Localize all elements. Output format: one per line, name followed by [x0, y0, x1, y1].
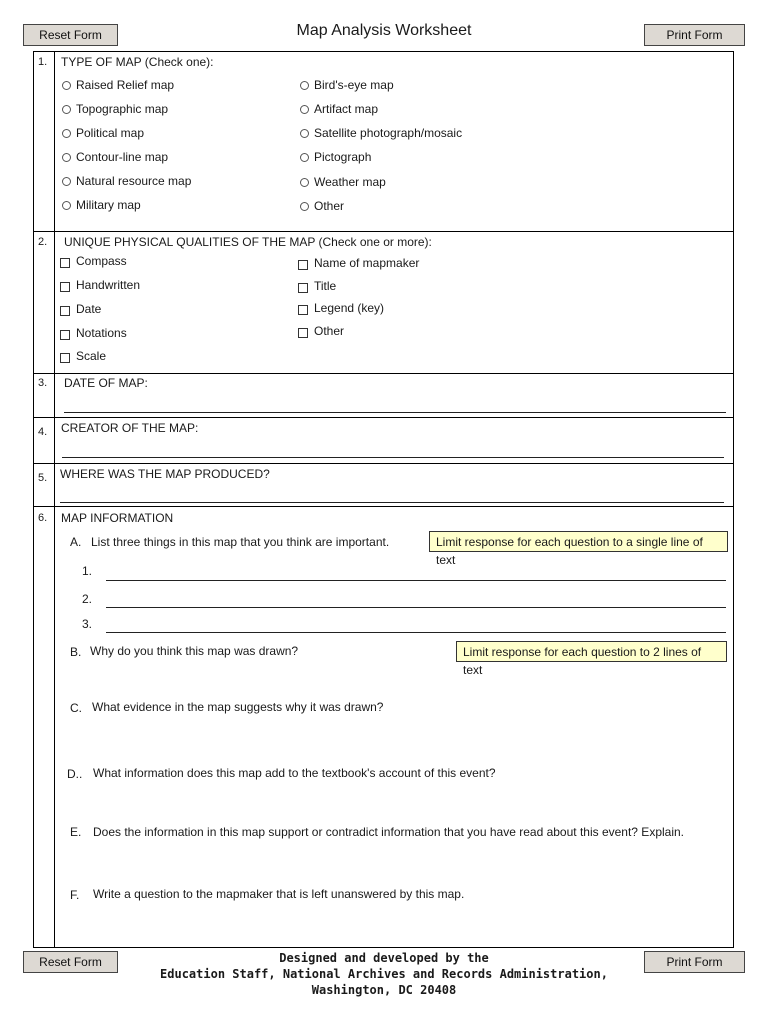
creator-answer-line[interactable]	[62, 457, 724, 458]
question-d-answer-area[interactable]	[93, 785, 726, 823]
footer-line-1: Designed and developed by the	[279, 951, 489, 965]
quality-option[interactable]: Scale	[60, 349, 106, 363]
question-d-letter: D..	[67, 767, 83, 781]
question-d-text: What information does this map add to the textbook's account of this event?	[93, 766, 496, 780]
radio-icon[interactable]	[62, 177, 71, 186]
map-type-option[interactable]: Bird's-eye map	[300, 78, 394, 92]
map-type-option[interactable]: Political map	[62, 126, 144, 140]
divider-3	[33, 417, 734, 418]
question-c-letter: C.	[70, 701, 82, 715]
section-6-title: MAP INFORMATION	[61, 511, 174, 525]
section-4-number: 4.	[38, 426, 48, 438]
radio-icon[interactable]	[62, 201, 71, 210]
divider-1	[33, 231, 734, 232]
question-f-answer-area[interactable]	[93, 906, 726, 944]
map-type-option[interactable]: Raised Relief map	[62, 78, 174, 92]
divider-5	[33, 506, 734, 507]
checkbox-icon[interactable]	[60, 306, 70, 316]
map-type-option[interactable]: Pictograph	[300, 150, 371, 164]
item-1-number: 1.	[82, 564, 93, 578]
section-2-number: 2.	[38, 236, 48, 248]
footer-line-3: Washington, DC 20408	[311, 983, 457, 997]
section-1-number: 1.	[38, 56, 48, 68]
checkbox-icon[interactable]	[60, 330, 70, 340]
question-e-letter: E.	[70, 825, 82, 839]
produced-answer-line[interactable]	[60, 502, 724, 503]
map-type-option[interactable]: Weather map	[300, 175, 386, 189]
quality-option[interactable]: Compass	[60, 254, 127, 268]
checkbox-icon[interactable]	[298, 260, 308, 270]
question-b-answer-area[interactable]	[90, 663, 726, 693]
question-f-text: Write a question to the mapmaker that is left unanswered by this map.	[93, 887, 465, 901]
section-1-title: TYPE OF MAP (Check one):	[61, 55, 214, 69]
radio-icon[interactable]	[300, 202, 309, 211]
checkbox-icon[interactable]	[298, 305, 308, 315]
quality-option[interactable]: Other	[298, 324, 344, 338]
print-form-button-bottom[interactable]: Print Form	[644, 951, 745, 973]
question-e-text: Does the information in this map support or contradict information that you have read about this event? Explain.	[93, 825, 684, 839]
item-3-number: 3.	[82, 617, 93, 631]
checkbox-icon[interactable]	[60, 282, 70, 292]
radio-icon[interactable]	[62, 105, 71, 114]
checkbox-icon[interactable]	[298, 328, 308, 338]
radio-icon[interactable]	[300, 153, 309, 162]
map-type-option[interactable]: Natural resource map	[62, 174, 191, 188]
question-a-text: List three things in this map that you think are important.	[91, 535, 390, 549]
section-2-title: UNIQUE PHYSICAL QUALITIES OF THE MAP (Check one or more):	[64, 235, 432, 249]
quality-option[interactable]: Legend (key)	[298, 301, 384, 315]
question-b-letter: B.	[70, 645, 82, 659]
item-1-answer-line[interactable]	[106, 580, 726, 581]
checkbox-icon[interactable]	[60, 353, 70, 363]
map-type-option[interactable]: Artifact map	[300, 102, 378, 116]
date-answer-line[interactable]	[64, 412, 726, 413]
checkbox-icon[interactable]	[298, 283, 308, 293]
quality-option[interactable]: Title	[298, 279, 336, 293]
map-type-option[interactable]: Military map	[62, 198, 141, 212]
quality-option[interactable]: Name of mapmaker	[298, 256, 419, 270]
divider-2	[33, 373, 734, 374]
quality-option[interactable]: Date	[60, 302, 101, 316]
question-c-text: What evidence in the map suggests why it was drawn?	[92, 700, 384, 714]
item-2-answer-line[interactable]	[106, 607, 726, 608]
radio-icon[interactable]	[62, 129, 71, 138]
radio-icon[interactable]	[300, 178, 309, 187]
item-3-answer-line[interactable]	[106, 632, 726, 633]
section-6-number: 6.	[38, 512, 48, 524]
radio-icon[interactable]	[300, 105, 309, 114]
footer-line-2: Education Staff, National Archives and Records Administration,	[160, 967, 608, 981]
question-b-text: Why do you think this map was drawn?	[90, 644, 299, 658]
radio-icon[interactable]	[300, 129, 309, 138]
divider-4	[33, 463, 734, 464]
map-type-option[interactable]: Other	[300, 199, 344, 213]
question-e-answer-area[interactable]	[93, 844, 726, 884]
page-title: Map Analysis Worksheet	[296, 22, 472, 39]
quality-option[interactable]: Handwritten	[60, 278, 140, 292]
item-2-number: 2.	[82, 592, 93, 606]
question-a-letter: A.	[70, 535, 82, 549]
map-type-option[interactable]: Contour-line map	[62, 150, 168, 164]
question-f-letter: F.	[70, 888, 80, 902]
section-3-number: 3.	[38, 377, 48, 389]
print-form-button-top[interactable]: Print Form	[644, 24, 745, 46]
hint-two-lines: Limit response for each question to 2 lines of text	[456, 641, 727, 662]
reset-form-button-top[interactable]: Reset Form	[23, 24, 118, 46]
hint-single-line: Limit response for each question to a single line of text	[429, 531, 728, 552]
number-column-divider	[54, 51, 55, 948]
map-type-option[interactable]: Satellite photograph/mosaic	[300, 126, 462, 140]
section-5-number: 5.	[38, 472, 48, 484]
quality-option[interactable]: Notations	[60, 326, 127, 340]
section-4-title: CREATOR OF THE MAP:	[61, 421, 199, 435]
question-c-answer-area[interactable]	[92, 719, 726, 759]
radio-icon[interactable]	[62, 153, 71, 162]
map-type-option[interactable]: Topographic map	[62, 102, 168, 116]
section-5-title: WHERE WAS THE MAP PRODUCED?	[60, 467, 270, 481]
reset-form-button-bottom[interactable]: Reset Form	[23, 951, 118, 973]
radio-icon[interactable]	[62, 81, 71, 90]
section-3-title: DATE OF MAP:	[64, 376, 148, 390]
checkbox-icon[interactable]	[60, 258, 70, 268]
radio-icon[interactable]	[300, 81, 309, 90]
